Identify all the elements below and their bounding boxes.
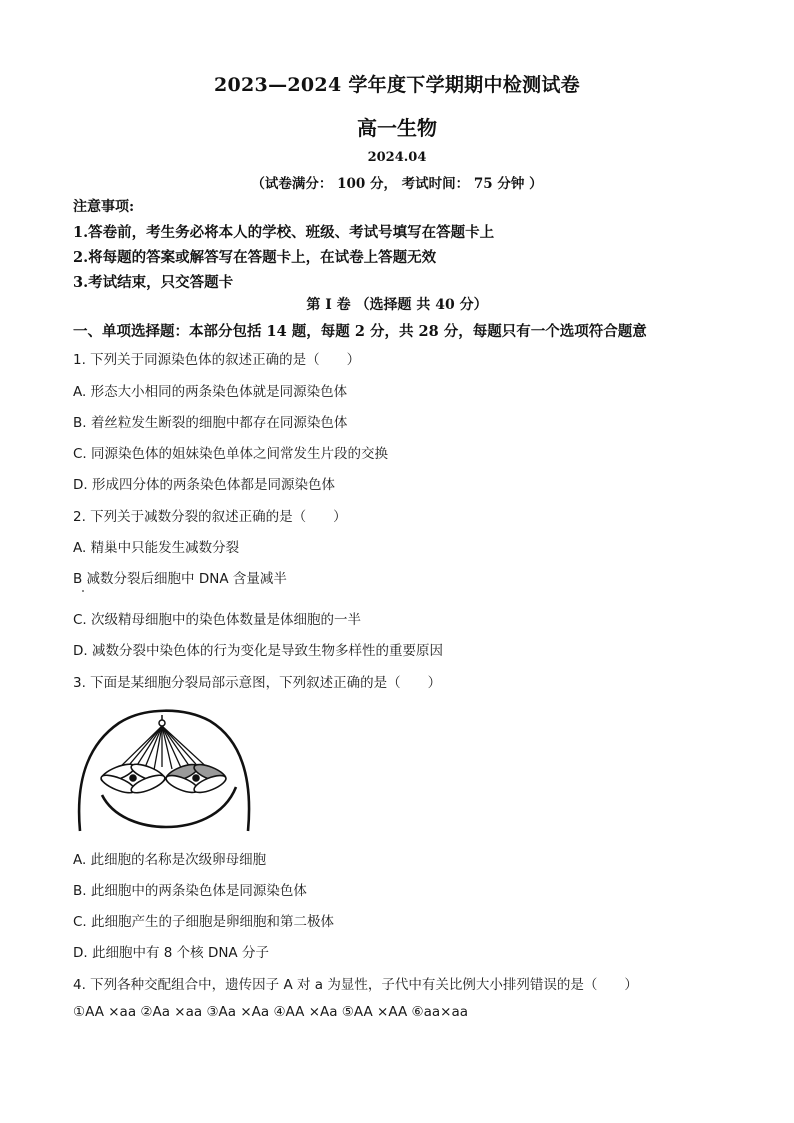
cell-division-diagram <box>74 707 254 835</box>
question-1-stem: 1. 下列关于同源染色体的叙述正确的是（ ） <box>73 352 361 368</box>
question-2-option-b: B 减数分裂后细胞中 DNA 含量减半 <box>73 571 287 587</box>
question-3-option-b: B. 此细胞中的两条染色体是同源染色体 <box>73 883 307 899</box>
notice-item-1: 1.答卷前，考生务必将本人的学校、班级、考试号填写在答题卡上 <box>73 224 495 241</box>
cell-inner-arc <box>102 787 236 827</box>
chromosome-right <box>164 761 228 796</box>
question-1-option-c: C. 同源染色体的姐妹染色单体之间常发生片段的交换 <box>73 446 389 462</box>
question-4-crosses: ①AA ×aa ②Aa ×aa ③Aa ×Aa ④AA ×Aa ⑤AA ×AA ⑥aa×aa <box>73 1004 468 1020</box>
question-3-option-a: A. 此细胞的名称是次级卵母细胞 <box>73 852 267 868</box>
question-3-option-c: C. 此细胞产生的子细胞是卵细胞和第二极体 <box>73 914 335 930</box>
question-2-option-c: C. 次级精母细胞中的染色体数量是体细胞的一半 <box>73 612 362 628</box>
exam-title: 2023—2024 学年度下学期期中检测试卷 <box>214 74 580 96</box>
stray-dot <box>82 590 84 592</box>
exam-meta: （试卷满分： 100 分， 考试时间： 75 分钟 ） <box>251 176 543 192</box>
question-1-option-d: D. 形成四分体的两条染色体都是同源染色体 <box>73 477 335 493</box>
chromosome-left <box>99 761 167 797</box>
exam-date: 2024.04 <box>367 150 427 165</box>
question-4-stem: 4. 下列各种交配组合中，遗传因子 A 对 a 为显性，子代中有关比例大小排列错误的是（ ） <box>73 977 638 993</box>
question-2-option-a: A. 精巢中只能发生减数分裂 <box>73 540 240 556</box>
question-1-option-a: A. 形态大小相同的两条染色体就是同源染色体 <box>73 384 348 400</box>
question-1-option-b: B. 着丝粒发生断裂的细胞中都存在同源染色体 <box>73 415 348 431</box>
question-3-stem: 3. 下面是某细胞分裂局部示意图，下列叙述正确的是（ ） <box>73 675 442 691</box>
notice-heading: 注意事项: <box>73 199 135 215</box>
question-2-stem: 2. 下列关于减数分裂的叙述正确的是（ ） <box>73 509 347 525</box>
section-title: 一、单项选择题：本部分包括 14 题，每题 2 分，共 28 分，每题只有一个选项符合题意 <box>73 323 647 340</box>
exam-subject: 高一生物 <box>357 116 437 140</box>
notice-item-2: 2.将每题的答案或解答写在答题卡上，在试卷上答题无效 <box>73 249 437 266</box>
notice-item-3: 3.考试结束，只交答题卡 <box>73 274 234 291</box>
centrosome <box>159 720 165 726</box>
question-2-option-d: D. 减数分裂中染色体的行为变化是导致生物多样性的重要原因 <box>73 643 443 659</box>
part-title: 第 Ⅰ 卷 （选择题 共 40 分） <box>306 297 488 313</box>
question-3-option-d: D. 此细胞中有 8 个核 DNA 分子 <box>73 945 269 961</box>
